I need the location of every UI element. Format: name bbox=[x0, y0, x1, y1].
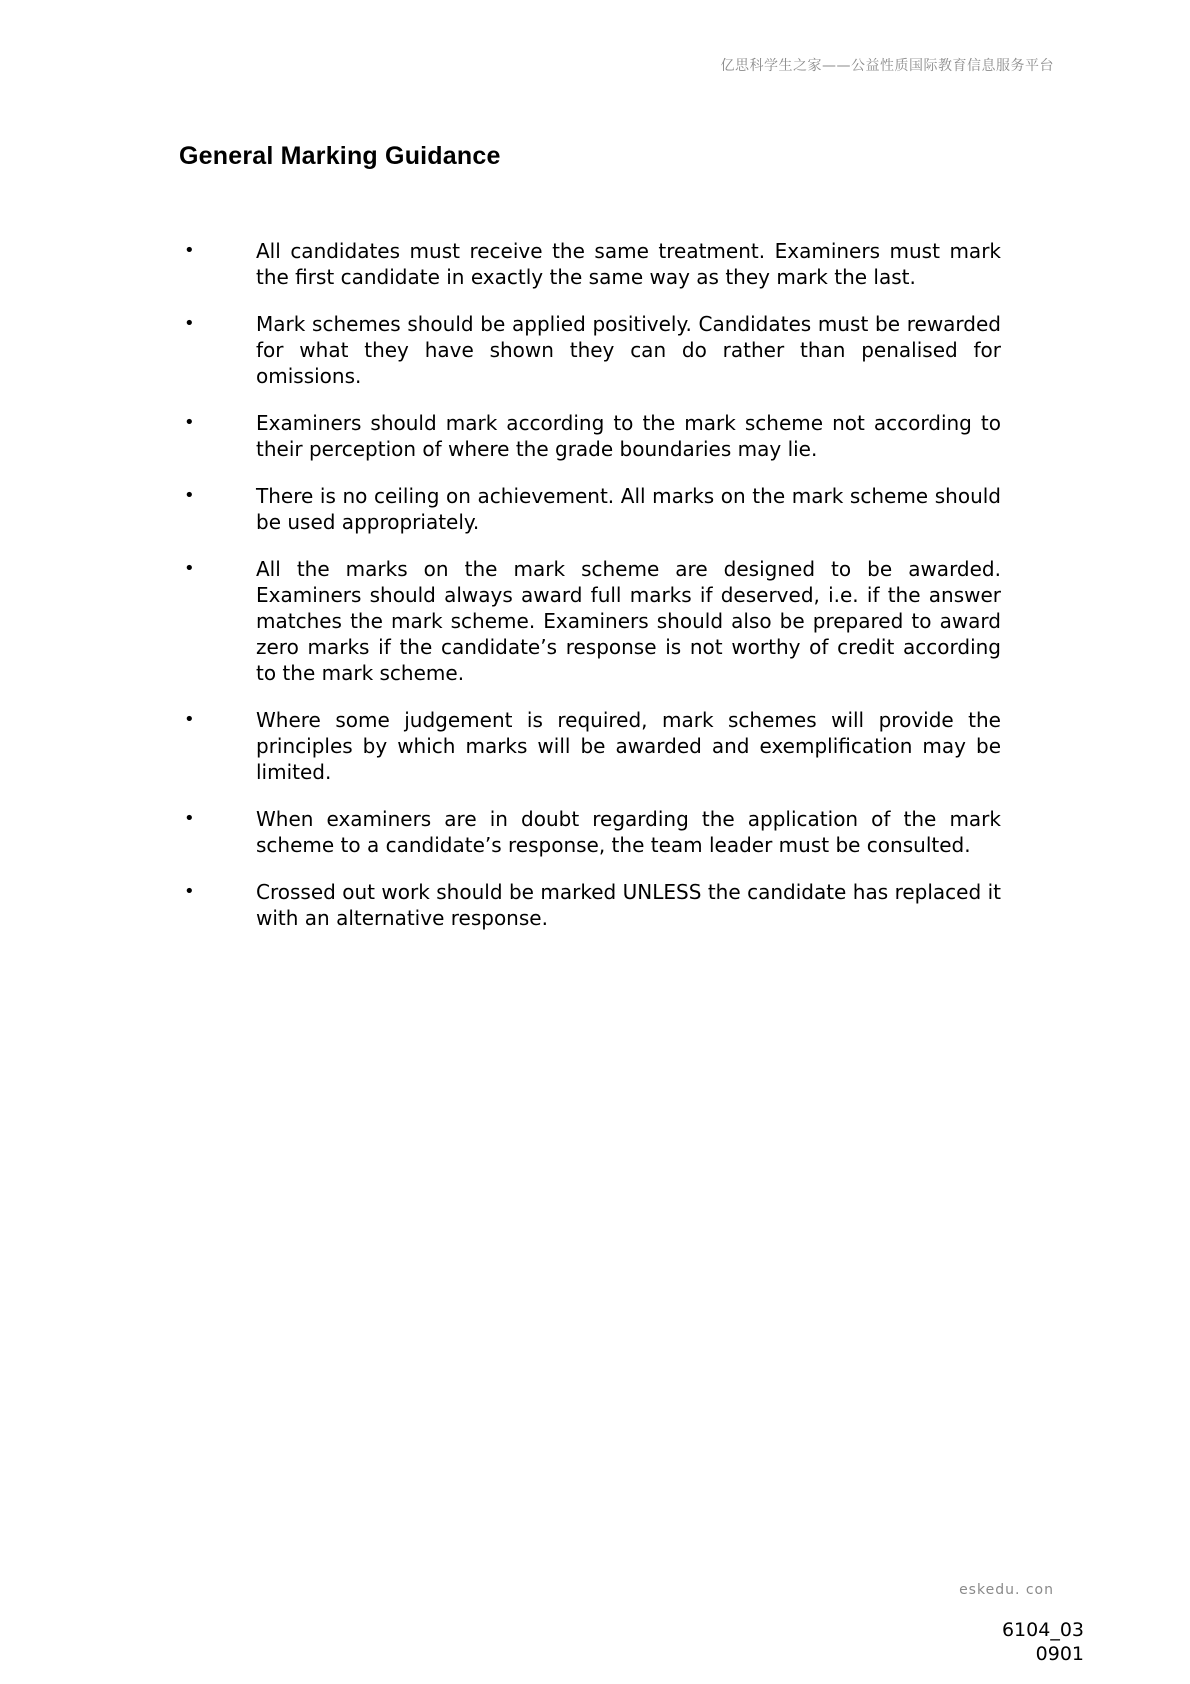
bullet-icon: • bbox=[184, 558, 195, 579]
bullet-icon: • bbox=[184, 709, 195, 730]
list-item bbox=[179, 556, 1001, 686]
list-item bbox=[179, 410, 1001, 462]
list-item bbox=[179, 483, 1001, 535]
bullet-icon: • bbox=[184, 485, 195, 506]
list-item bbox=[179, 806, 1001, 858]
list-item bbox=[179, 238, 1001, 290]
header-watermark: 亿思科学生之家——公益性质国际教育信息服务平台 bbox=[720, 58, 1054, 74]
bullet-icon: • bbox=[184, 240, 195, 261]
bullet-icon: • bbox=[184, 313, 195, 334]
list-item-text: Mark schemes should be applied positively. Candidates must be rewarded for what they have shown they can do rather than penalised for omissions. bbox=[256, 312, 1001, 388]
list-item-text: Where some judgement is required, mark schemes will provide the principles by which marks will be awarded and exemplification may be limited. bbox=[256, 708, 1001, 784]
list-item-text: Crossed out work should be marked UNLESS the candidate has replaced it with an alternative response. bbox=[256, 880, 1001, 930]
list-item-text: Examiners should mark according to the mark scheme not according to their perception of where the grade boundaries may lie. bbox=[256, 411, 1001, 461]
list-item-text: All the marks on the mark scheme are designed to be awarded. Examiners should always award full marks if deserved, i.e. if the answer matches the mark scheme. Examiners should also be prepared to award zero marks if the candidate’s response is not worthy of credit according to the mark scheme. bbox=[256, 557, 1001, 685]
page-title: General Marking Guidance bbox=[179, 142, 501, 170]
list-item bbox=[179, 879, 1001, 931]
footer-code-line: 6104_03 bbox=[1001, 1619, 1084, 1641]
list-item bbox=[179, 311, 1001, 389]
bullet-icon: • bbox=[184, 881, 195, 902]
list-item-text: There is no ceiling on achievement. All marks on the mark scheme should be used appropriately. bbox=[256, 484, 1001, 534]
bullet-icon: • bbox=[184, 808, 195, 829]
list-item bbox=[179, 707, 1001, 785]
footer-code bbox=[1002, 1618, 1084, 1666]
list-item-text: When examiners are in doubt regarding the application of the mark scheme to a candidate’s response, the team leader must be consulted. bbox=[256, 807, 1001, 857]
footer-code-line: 0901 bbox=[1035, 1643, 1084, 1665]
footer-watermark: eskedu. con bbox=[959, 1582, 1054, 1598]
list-item-text: All candidates must receive the same treatment. Examiners must mark the first candidate in exactly the same way as they mark the last. bbox=[256, 239, 1001, 289]
bullet-icon: • bbox=[184, 412, 195, 433]
guidance-list bbox=[179, 238, 1001, 952]
